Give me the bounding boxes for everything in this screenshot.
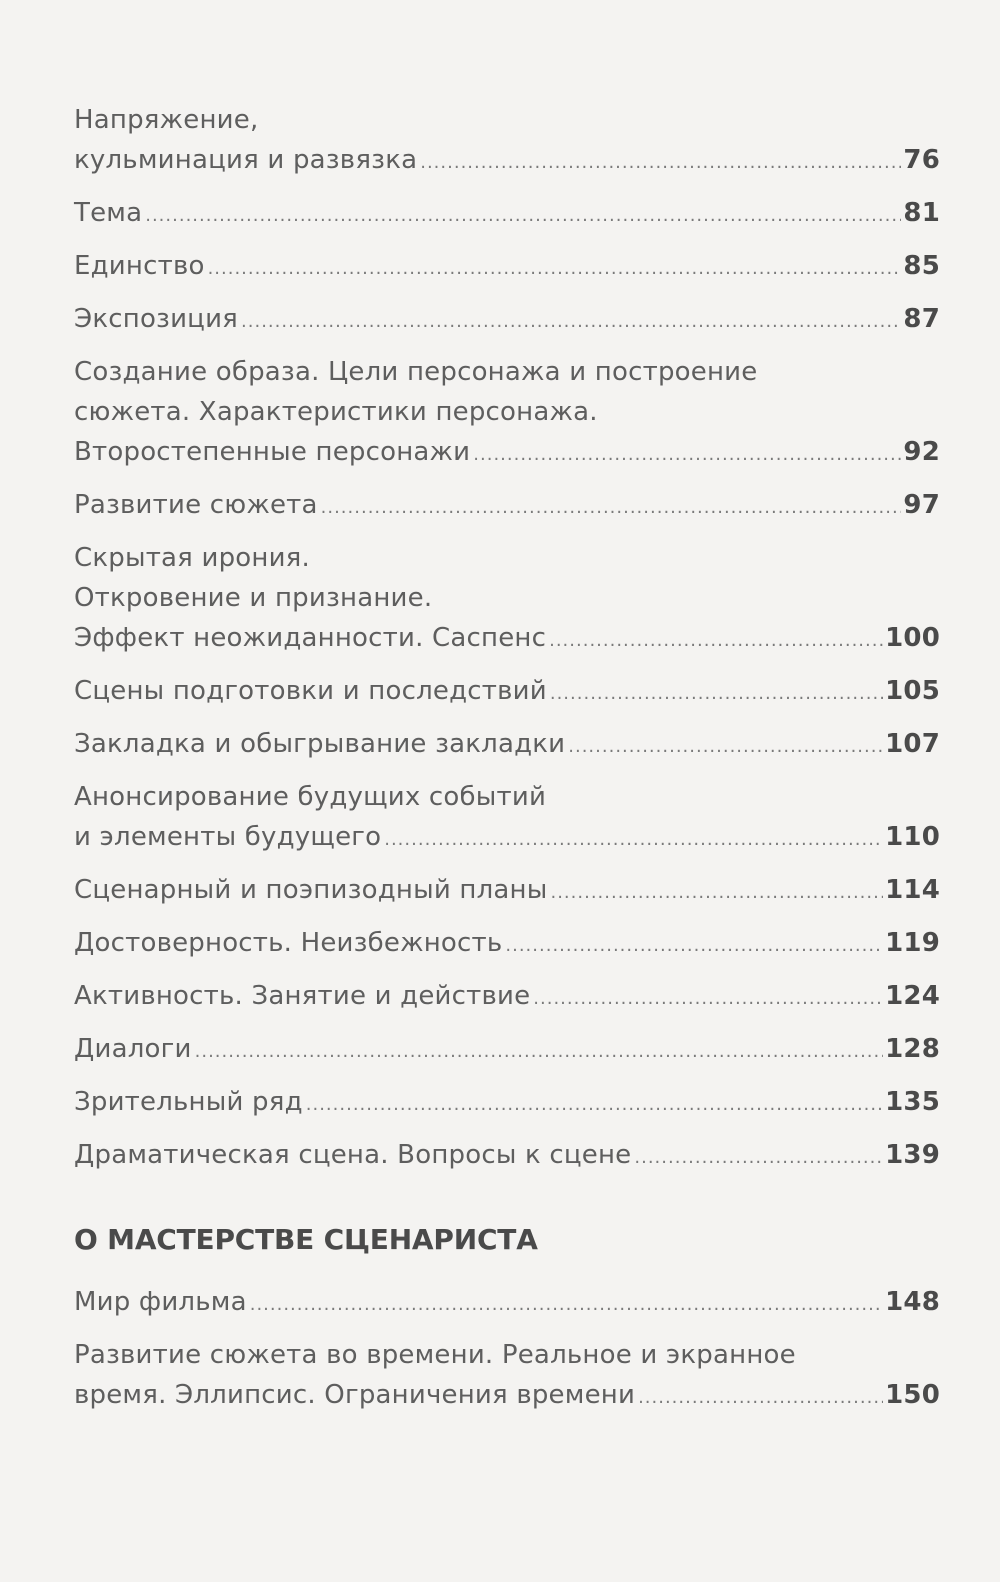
dot-leader	[384, 820, 883, 860]
toc-entries-part1	[74, 100, 940, 1178]
toc-page-number: 76	[903, 145, 940, 175]
toc-entry-last-line	[74, 485, 940, 528]
toc-entry-last-line	[74, 246, 940, 289]
dot-leader	[321, 488, 902, 528]
toc-entry-title-line: Создание образа. Цели персонажа и построение	[74, 357, 758, 387]
dot-leader	[306, 1085, 883, 1125]
toc-entry-last-line	[74, 671, 940, 714]
toc-page-number: 107	[885, 729, 940, 759]
toc-entry-title-line: Единство	[74, 251, 205, 281]
toc-entry-last-line	[74, 1135, 940, 1178]
toc-page-number: 119	[885, 928, 940, 958]
toc-entry	[74, 1029, 940, 1072]
toc-entry-title-line: Активность. Занятие и действие	[74, 981, 531, 1011]
dot-leader	[145, 196, 901, 236]
toc-entry	[74, 777, 940, 860]
toc-entry-title-line: сюжета. Характеристики персонажа.	[74, 397, 598, 427]
toc-entry-title-line: Сцены подготовки и последствий	[74, 676, 547, 706]
toc-entry-last-line	[74, 976, 940, 1019]
toc-entry	[74, 1135, 940, 1178]
toc-entry-last-line	[74, 432, 940, 475]
toc-entry	[74, 870, 940, 913]
dot-leader	[549, 621, 883, 661]
dot-leader	[550, 873, 883, 913]
toc-entry-title-line: кульминация и развязка	[74, 145, 418, 175]
toc-entry-last-line	[74, 140, 940, 183]
toc-entry	[74, 1082, 940, 1125]
toc-page-number: 114	[885, 875, 940, 905]
dot-leader	[250, 1285, 883, 1325]
toc-entry	[74, 352, 940, 475]
toc-entry-last-line	[74, 724, 940, 767]
toc-page-number: 100	[885, 623, 940, 653]
toc-entry	[74, 724, 940, 767]
toc-entry-title-line: Зрительный ряд	[74, 1087, 303, 1117]
toc-entry-last-line	[74, 817, 940, 860]
dot-leader	[505, 926, 883, 966]
toc-entry-last-line	[74, 1375, 940, 1418]
toc-entry-last-line	[74, 1029, 940, 1072]
toc-entry	[74, 923, 940, 966]
toc-entry-title-line: Скрытая ирония.	[74, 543, 310, 573]
toc-page-number: 148	[885, 1287, 940, 1317]
toc-page-number: 128	[885, 1034, 940, 1064]
toc-entry	[74, 671, 940, 714]
toc-entry	[74, 1282, 940, 1325]
toc-page-number: 85	[903, 251, 940, 281]
toc-entry-title-line: Мир фильма	[74, 1287, 247, 1317]
dot-leader	[638, 1378, 883, 1418]
toc-entry-last-line	[74, 870, 940, 913]
dot-leader	[568, 727, 883, 767]
toc-entry-title-line: Диалоги	[74, 1034, 192, 1064]
toc-page-number: 135	[885, 1087, 940, 1117]
toc-page-number: 110	[885, 822, 940, 852]
toc-entry-title-line: Драматическая сцена. Вопросы к сцене	[74, 1140, 632, 1170]
dot-leader	[550, 674, 883, 714]
dot-leader	[634, 1138, 883, 1178]
toc-page-number: 87	[903, 304, 940, 334]
toc-entry-title-line: Сценарный и поэпизодный планы	[74, 875, 548, 905]
toc-entry-title-line: Развитие сюжета	[74, 490, 318, 520]
toc-entry-last-line	[74, 193, 940, 236]
toc-page-number: 81	[903, 198, 940, 228]
toc-page-number: 92	[903, 437, 940, 467]
toc-entry-last-line	[74, 923, 940, 966]
toc-entry-title-line: Второстепенные персонажи	[74, 437, 471, 467]
table-of-contents	[74, 100, 940, 1428]
toc-entry-title-line: время. Эллипсис. Ограничения времени	[74, 1380, 636, 1410]
toc-entry	[74, 246, 940, 289]
toc-entry	[74, 100, 940, 183]
dot-leader	[208, 249, 902, 289]
toc-entry	[74, 485, 940, 528]
toc-entry-title-line: Развитие сюжета во времени. Реальное и экранное	[74, 1340, 796, 1370]
toc-entry-title-line: Тема	[74, 198, 143, 228]
toc-entry-last-line	[74, 618, 940, 661]
toc-page-number: 150	[885, 1380, 940, 1410]
toc-entry	[74, 538, 940, 661]
toc-entry	[74, 976, 940, 1019]
toc-entry-title-line: и элементы будущего	[74, 822, 382, 852]
toc-entry-last-line	[74, 1082, 940, 1125]
toc-page-number: 124	[885, 981, 940, 1011]
dot-leader	[473, 435, 901, 475]
toc-page-number: 97	[903, 490, 940, 520]
toc-entry	[74, 193, 940, 236]
dot-leader	[420, 143, 901, 183]
toc-entry-last-line	[74, 1282, 940, 1325]
toc-entry	[74, 299, 940, 342]
toc-entry-title-line: Закладка и обыгрывание закладки	[74, 729, 566, 759]
section-heading: О МАСТЕРСТВЕ СЦЕНАРИСТА	[74, 1223, 538, 1256]
toc-entries-part2	[74, 1282, 940, 1418]
toc-entry	[74, 1335, 940, 1418]
toc-entry-last-line	[74, 299, 940, 342]
dot-leader	[533, 979, 883, 1019]
toc-entry-title-line: Напряжение,	[74, 105, 259, 135]
toc-entry-title-line: Эффект неожиданности. Саспенс	[74, 623, 547, 653]
toc-entry-title-line: Откровение и признание.	[74, 583, 433, 613]
dot-leader	[241, 302, 901, 342]
toc-entry-title-line: Экспозиция	[74, 304, 239, 334]
toc-page-number: 105	[885, 676, 940, 706]
toc-page-number: 139	[885, 1140, 940, 1170]
dot-leader	[195, 1032, 883, 1072]
toc-entry-title-line: Достоверность. Неизбежность	[74, 928, 503, 958]
toc-entry-title-line: Анонсирование будущих событий	[74, 782, 547, 812]
